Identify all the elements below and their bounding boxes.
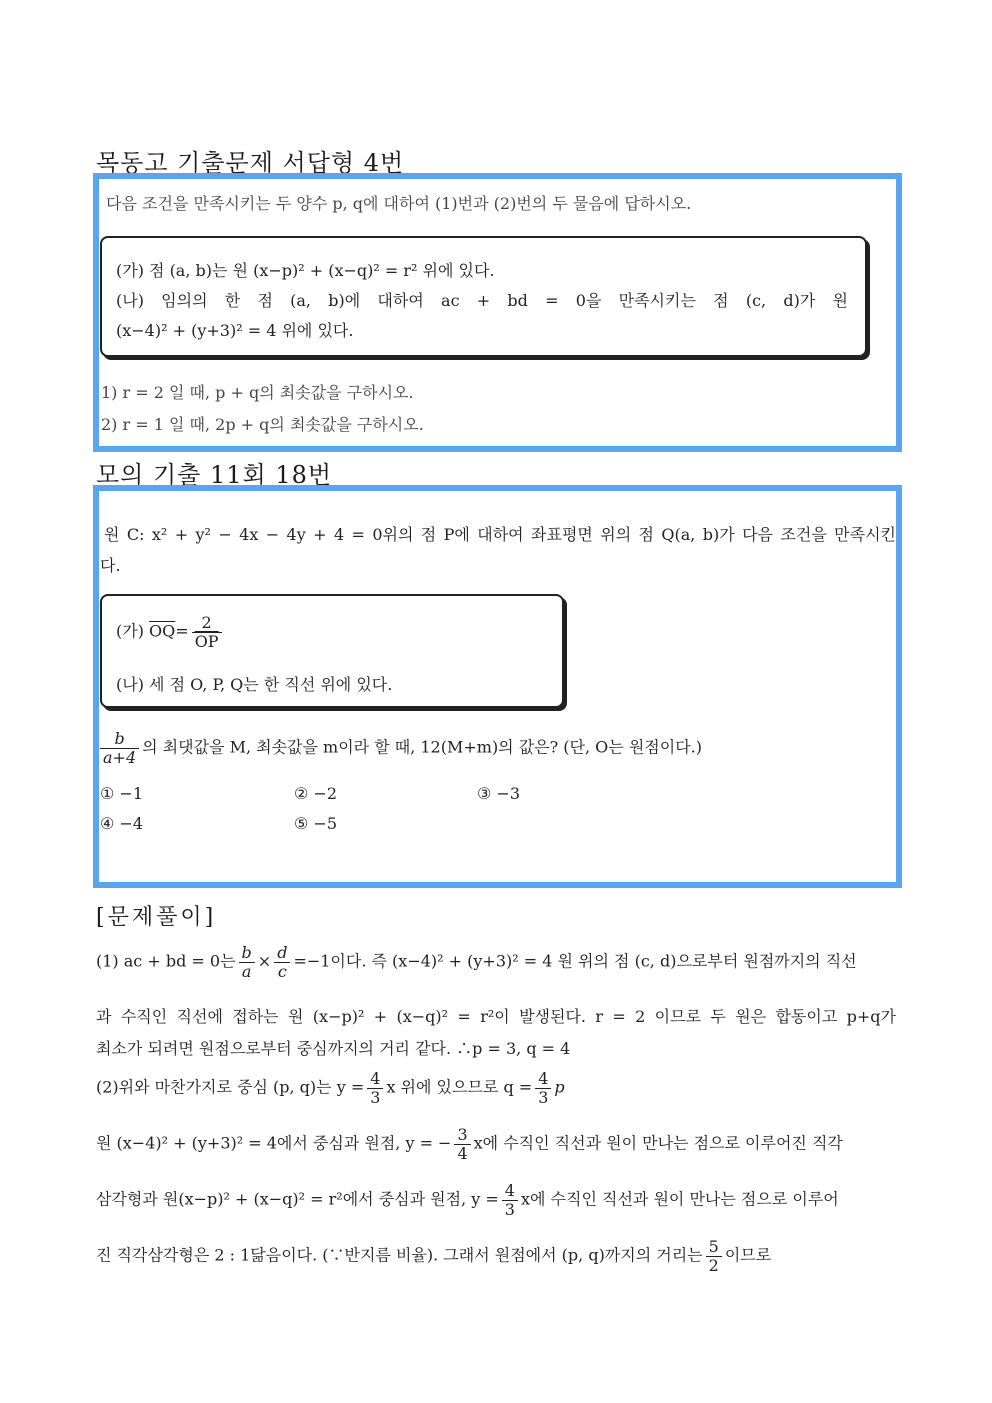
solution-line7-a: 진 직각삼각형은 2 : 1닮음이다. (∵반지름 비율). 그래서 원점에서 (p, q)까지의 거리는 [96, 1245, 703, 1265]
solution-title: [문제풀이] [96, 905, 217, 930]
choice-2[interactable]: ② −2 [294, 784, 338, 803]
choice-3[interactable]: ③ −3 [477, 784, 521, 803]
solution-line1-b: =−1이다. 즉 (x−4)² + (y+3)² = 4 원 위의 점 (c, d)으로부터 원점까지의 직선 [293, 951, 857, 971]
solution-line4-b: x 위에 있으므로 q = [386, 1077, 533, 1097]
fraction-b-over-a [239, 944, 255, 980]
equals-sign: = [175, 621, 189, 641]
solution-line5-b: x에 수직인 직선과 원이 만나는 점으로 이루어진 직각 [473, 1133, 843, 1153]
fraction-denominator-op: OP [194, 631, 219, 651]
problem1-question2: 2) r = 1 일 때, 2p + q의 최솟값을 구하시오. [101, 415, 424, 434]
fraction-denominator: 2 [708, 1255, 719, 1275]
solution-line4-c: p [554, 1077, 565, 1097]
solution-line6-a: 삼각형과 원(x−p)² + (x−q)² = r²에서 중심과 원점, y = [96, 1189, 499, 1209]
solution-line4-a: (2)위와 마찬가지로 중심 (p, q)는 y = [96, 1077, 365, 1097]
solution-line6-b: x에 수직인 직선과 원이 만나는 점으로 이루어 [520, 1189, 839, 1209]
problem1-condition-ga: (가) 점 (a, b)는 원 (x−p)² + (x−q)² = r² 위에 있다. [116, 261, 495, 280]
fraction-numerator: 3 [454, 1126, 470, 1145]
solution-line2: 과 수직인 직선에 접하는 원 (x−p)² + (x−q)² = r²이 발생된다. r = 2 이므로 두 원은 합동이고 p+q가 [96, 1007, 896, 1026]
fraction-numerator: 2 [192, 614, 222, 633]
fraction-denominator: c [277, 961, 287, 981]
fraction-numerator: b [100, 730, 139, 749]
problem1-condition-na-line2: (x−4)² + (y+3)² = 4 위에 있다. [116, 321, 354, 340]
fraction-numerator: 5 [706, 1238, 722, 1257]
fraction-d-over-c [274, 944, 290, 980]
choice-5[interactable]: ⑤ −5 [294, 814, 338, 833]
problem2-condition-ga-prefix: (가) [116, 621, 144, 641]
problem1-intro: 다음 조건을 만족시키는 두 양수 p, q에 대하여 (1)번과 (2)번의 두 물음에 답하시오. [106, 194, 692, 213]
fraction-numerator: 4 [367, 1070, 383, 1089]
section1-title: 목동고 기출문제 서답형 4번 [96, 149, 405, 177]
fraction-denominator: 3 [370, 1087, 381, 1107]
problem2-condition-ga [116, 614, 225, 650]
solution-line4 [96, 1070, 565, 1106]
fraction-4-over-3-b [535, 1070, 551, 1106]
fraction-denominator: a [241, 961, 252, 981]
problem2-intro-line2: 다. [100, 556, 121, 575]
solution-line6 [96, 1182, 839, 1218]
problem2-question [100, 730, 702, 766]
fraction-3-over-4 [454, 1126, 470, 1162]
fraction-denominator: 3 [504, 1199, 515, 1219]
solution-line3: 최소가 되려면 원점으로부터 중심까지의 거리 같다. ∴p = 3, q = 4 [96, 1039, 571, 1058]
fraction-denominator: 4 [457, 1143, 468, 1163]
fraction-5-over-2 [706, 1238, 722, 1274]
solution-line7-b: 이므로 [724, 1245, 772, 1265]
fraction-denominator: 3 [538, 1087, 549, 1107]
solution-line5 [96, 1126, 843, 1162]
fraction-denominator: a+4 [103, 747, 137, 767]
segment-oq: $\overline{OQ}$ [149, 621, 176, 641]
problem2-question-text: 의 최댓값을 M, 최솟값을 m이라 할 때, 12(M+m)의 값은? (단, O는 원점이다.) [142, 737, 702, 757]
choice-4[interactable]: ④ −4 [100, 814, 144, 833]
fraction-b-over-a-plus-4 [100, 730, 139, 766]
fraction-numerator: 4 [502, 1182, 518, 1201]
problem1-condition-na-line1: (나) 임의의 한 점 (a, b)에 대하여 ac + bd = 0을 만족시키는 점 (c, d)가 원 [116, 291, 848, 310]
fraction-4-over-3-c [502, 1182, 518, 1218]
problem1-question1: 1) r = 2 일 때, p + q의 최솟값을 구하시오. [101, 383, 414, 402]
problem2-condition-na: (나) 세 점 O, P, Q는 한 직선 위에 있다. [116, 675, 393, 694]
solution-line1-a: (1) ac + bd = 0는 [96, 951, 236, 971]
solution-line5-a: 원 (x−4)² + (y+3)² = 4에서 중심과 원점, y = − [96, 1133, 452, 1153]
fraction-numerator: 4 [535, 1070, 551, 1089]
fraction-numerator: d [274, 944, 290, 963]
solution-line1 [96, 944, 857, 980]
times-sign: × [257, 951, 272, 971]
problem2-intro-line1: 원 C: x² + y² − 4x − 4y + 4 = 0위의 점 P에 대하여 좌표평면 위의 점 Q(a, b)가 다음 조건을 만족시킨 [104, 525, 896, 544]
fraction-2-over-op [192, 614, 222, 650]
fraction-numerator: b [239, 944, 255, 963]
solution-line7 [96, 1238, 771, 1274]
fraction-4-over-3 [367, 1070, 383, 1106]
choice-1[interactable]: ① −1 [100, 784, 144, 803]
section2-title: 모의 기출 11회 18번 [96, 461, 333, 489]
